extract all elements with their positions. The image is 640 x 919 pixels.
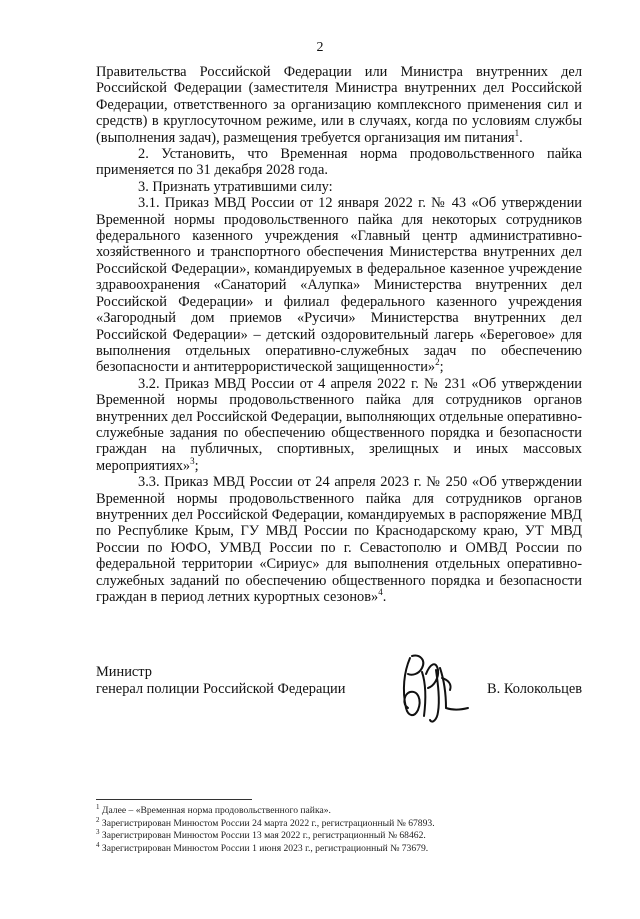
- footnote-ref[interactable]: 3: [190, 455, 195, 466]
- footnotes: [96, 802, 582, 855]
- footnote: $^3$ Зарегистрирован Минюстом России 13 мая 2022 г., регистрационный № 68462.: [96, 828, 426, 842]
- paragraph-item-2: 2. Установить, что Временная норма продовольственного пайка применяется по 31 декабря 2028 года.: [96, 146, 582, 179]
- paragraph-continuation: Правительства Российской Федерации или Министра внутренних дел Российской Федерации (заместителя Министра внутренних дел Российской Федерации, ответственного за организацию комплексного применения сил и средств) в круглосуточном режиме, или в случаях, когда по условиям службы (выполнения задач), размещения требуется организация им питания$^1$.: [96, 64, 582, 146]
- paragraph-item-3: 3. Признать утратившими силу:: [138, 178, 333, 195]
- handwritten-signature: [392, 650, 476, 726]
- footnote: $^4$ Зарегистрирован Минюстом России 1 июня 2023 г., регистрационный № 73679.: [96, 840, 429, 854]
- document-body: [96, 64, 582, 605]
- footnote-ref[interactable]: 2: [435, 357, 440, 368]
- footnote-separator: [96, 799, 252, 800]
- paragraph-item-3-2: 3.2. Приказ МВД России от 4 апреля 2022 г. № 231 «Об утверждении Временной нормы продовольственного пайка для сотрудников органов внутренних дел Российской Федерации, выполняющих отдельные оперативно-служебные задания по обеспечению общественного порядка и безопасности граждан на публичных, спортивных, зрелищных и иных массовых мероприятиях»$^3$;: [96, 375, 582, 474]
- footnote-ref[interactable]: 4: [378, 587, 383, 598]
- paragraph-item-3-1: 3.1. Приказ МВД России от 12 января 2022 г. № 43 «Об утверждении Временной нормы продовольственного пайка для некоторых сотрудников федерального казенного учреждения «Главный центр административно-хозяйственного и транспортного обеспечения Министерства внутренних дел Российской Федерации», командируемых в федеральное казенное учреждение здравоохранения «Санаторий «Алупка» Министерства внутренних дел Российской Федерации» и филиал федерального казенного учреждения «Загородный дом приемов «Русичи» Министерства внутренних дел Российской Федерации» – детский оздоровительный лагерь «Береговое» для выполнения отдельных оперативно-служебных задач по обеспечению безопасности и антитеррористической защищенности»$^2$;: [96, 195, 582, 376]
- signature-block: [96, 664, 582, 724]
- paragraph-item-3-3: 3.3. Приказ МВД России от 24 апреля 2023 г. № 250 «Об утверждении Временной нормы продовольственного пайка для сотрудников органов внутренних дел Российской Федерации, командируемых в распоряжение МВД по Республике Крым, ГУ МВД России по Краснодарскому краю, УТ МВД России по ЮФО, УМВД России по г. Севастополю и ОМВД России по федеральной территории «Сириус» для выполнения отдельных оперативно-служебных заданий по обеспечению общественного порядка и безопасности граждан в период летних курортных сезонов»$^4$.: [96, 474, 582, 605]
- footnote-ref[interactable]: 1: [514, 127, 520, 138]
- page-number: 2: [316, 40, 324, 55]
- footnote: $^2$ Зарегистрирован Минюстом России 24 марта 2022 г., регистрационный № 67893.: [96, 815, 435, 829]
- footnote: $^1$ Далее – «Временная норма продовольственного пайка».: [96, 802, 331, 816]
- signatory-title: Министр генерал полиции Российской Федерации: [96, 664, 346, 697]
- signatory-name: В. Колокольцев: [487, 681, 582, 697]
